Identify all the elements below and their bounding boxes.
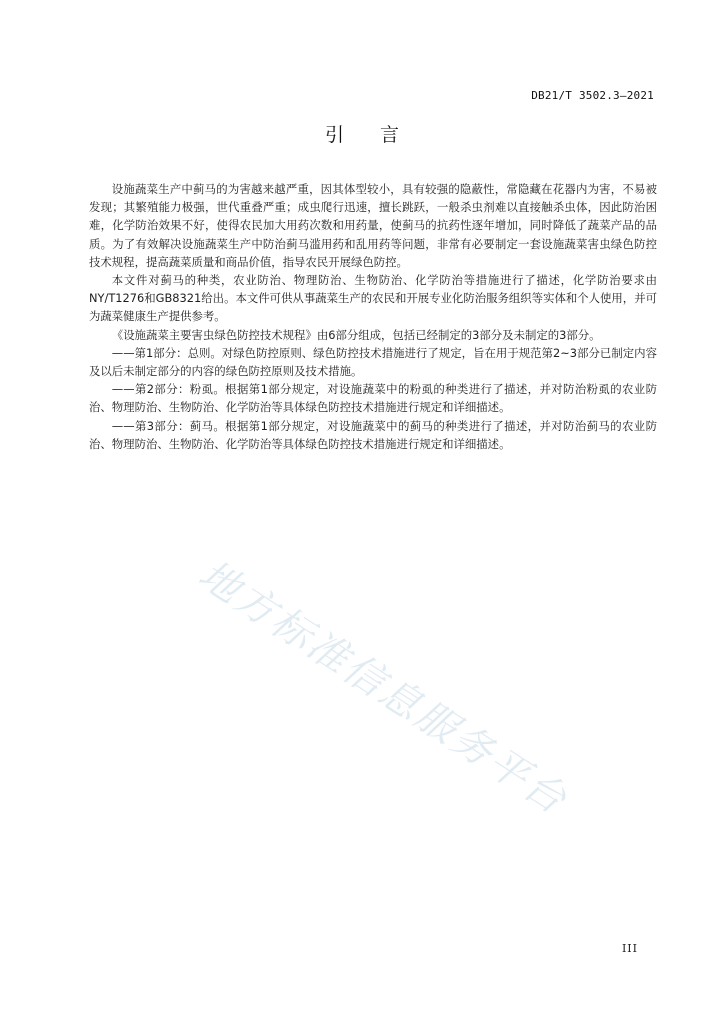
paragraph-part-3: ——第3部分：蓟马。根据第1部分规定，对设施蔬菜中的蓟马的种类进行了描述，并对防治蓟马的农业防治、物理防治、生物防治、化学防治等具体绿色防控技术措施进行规定和详细描述。: [89, 418, 657, 451]
paragraph-part-1: ——第1部分：总则。对绿色防控原则、绿色防控技术措施进行了规定，旨在用于规范第2~3部分已制定内容及以后未制定部分的内容的绿色防控原则及技术措施。: [89, 345, 657, 379]
watermark: 地方标准信息服务平台: [190, 551, 576, 825]
page-number: III: [621, 942, 638, 955]
paragraph-structure: 《设施蔬菜主要害虫绿色防控技术规程》由6部分组成，包括已经制定的3部分及未制定的3部分。: [111, 327, 601, 342]
paragraph-background: 设施蔬菜生产中蓟马的为害越来越严重，因其体型较小，具有较强的隐蔽性，常隐藏在花器内为害，不易被发现；其繁殖能力极强，世代重叠严重；成虫爬行迅速，擅长跳跃，一般杀虫剂难以直接触杀虫体，因此防治困难，化学防治效果不好，使得农民加大用药次数和用药量，使蓟马的抗药性逐年增加，同时降低了蔬菜产品的品质。为了有效解决设施蔬菜生产中防治蓟马滥用药和乱用药等问题，非常有必要制定一套设施蔬菜害虫绿色防控技术规程，提高蔬菜质量和商品价值，指导农民开展绿色防控。: [89, 182, 657, 269]
paragraph-scope: 本文件对蓟马的种类，农业防治、物理防治、生物防治、化学防治等措施进行了描述，化学防治要求由NY/T1276和GB8321给出。本文件可供从事蔬菜生产的农民和开展专业化防治服务组织等实体和个人使用，并可为蔬菜健康生产提供参考。: [89, 273, 657, 324]
section-title: 引言: [324, 124, 435, 146]
paragraph-part-2: ——第2部分：粉虱。根据第1部分规定，对设施蔬菜中的粉虱的种类进行了描述，并对防治粉虱的农业防治、物理防治、生物防治、化学防治等具体绿色防控技术措施进行规定和详细描述。: [89, 382, 657, 415]
introduction-body: [89, 180, 657, 453]
document-number: DB21/T 3502.3—2021: [531, 89, 654, 102]
